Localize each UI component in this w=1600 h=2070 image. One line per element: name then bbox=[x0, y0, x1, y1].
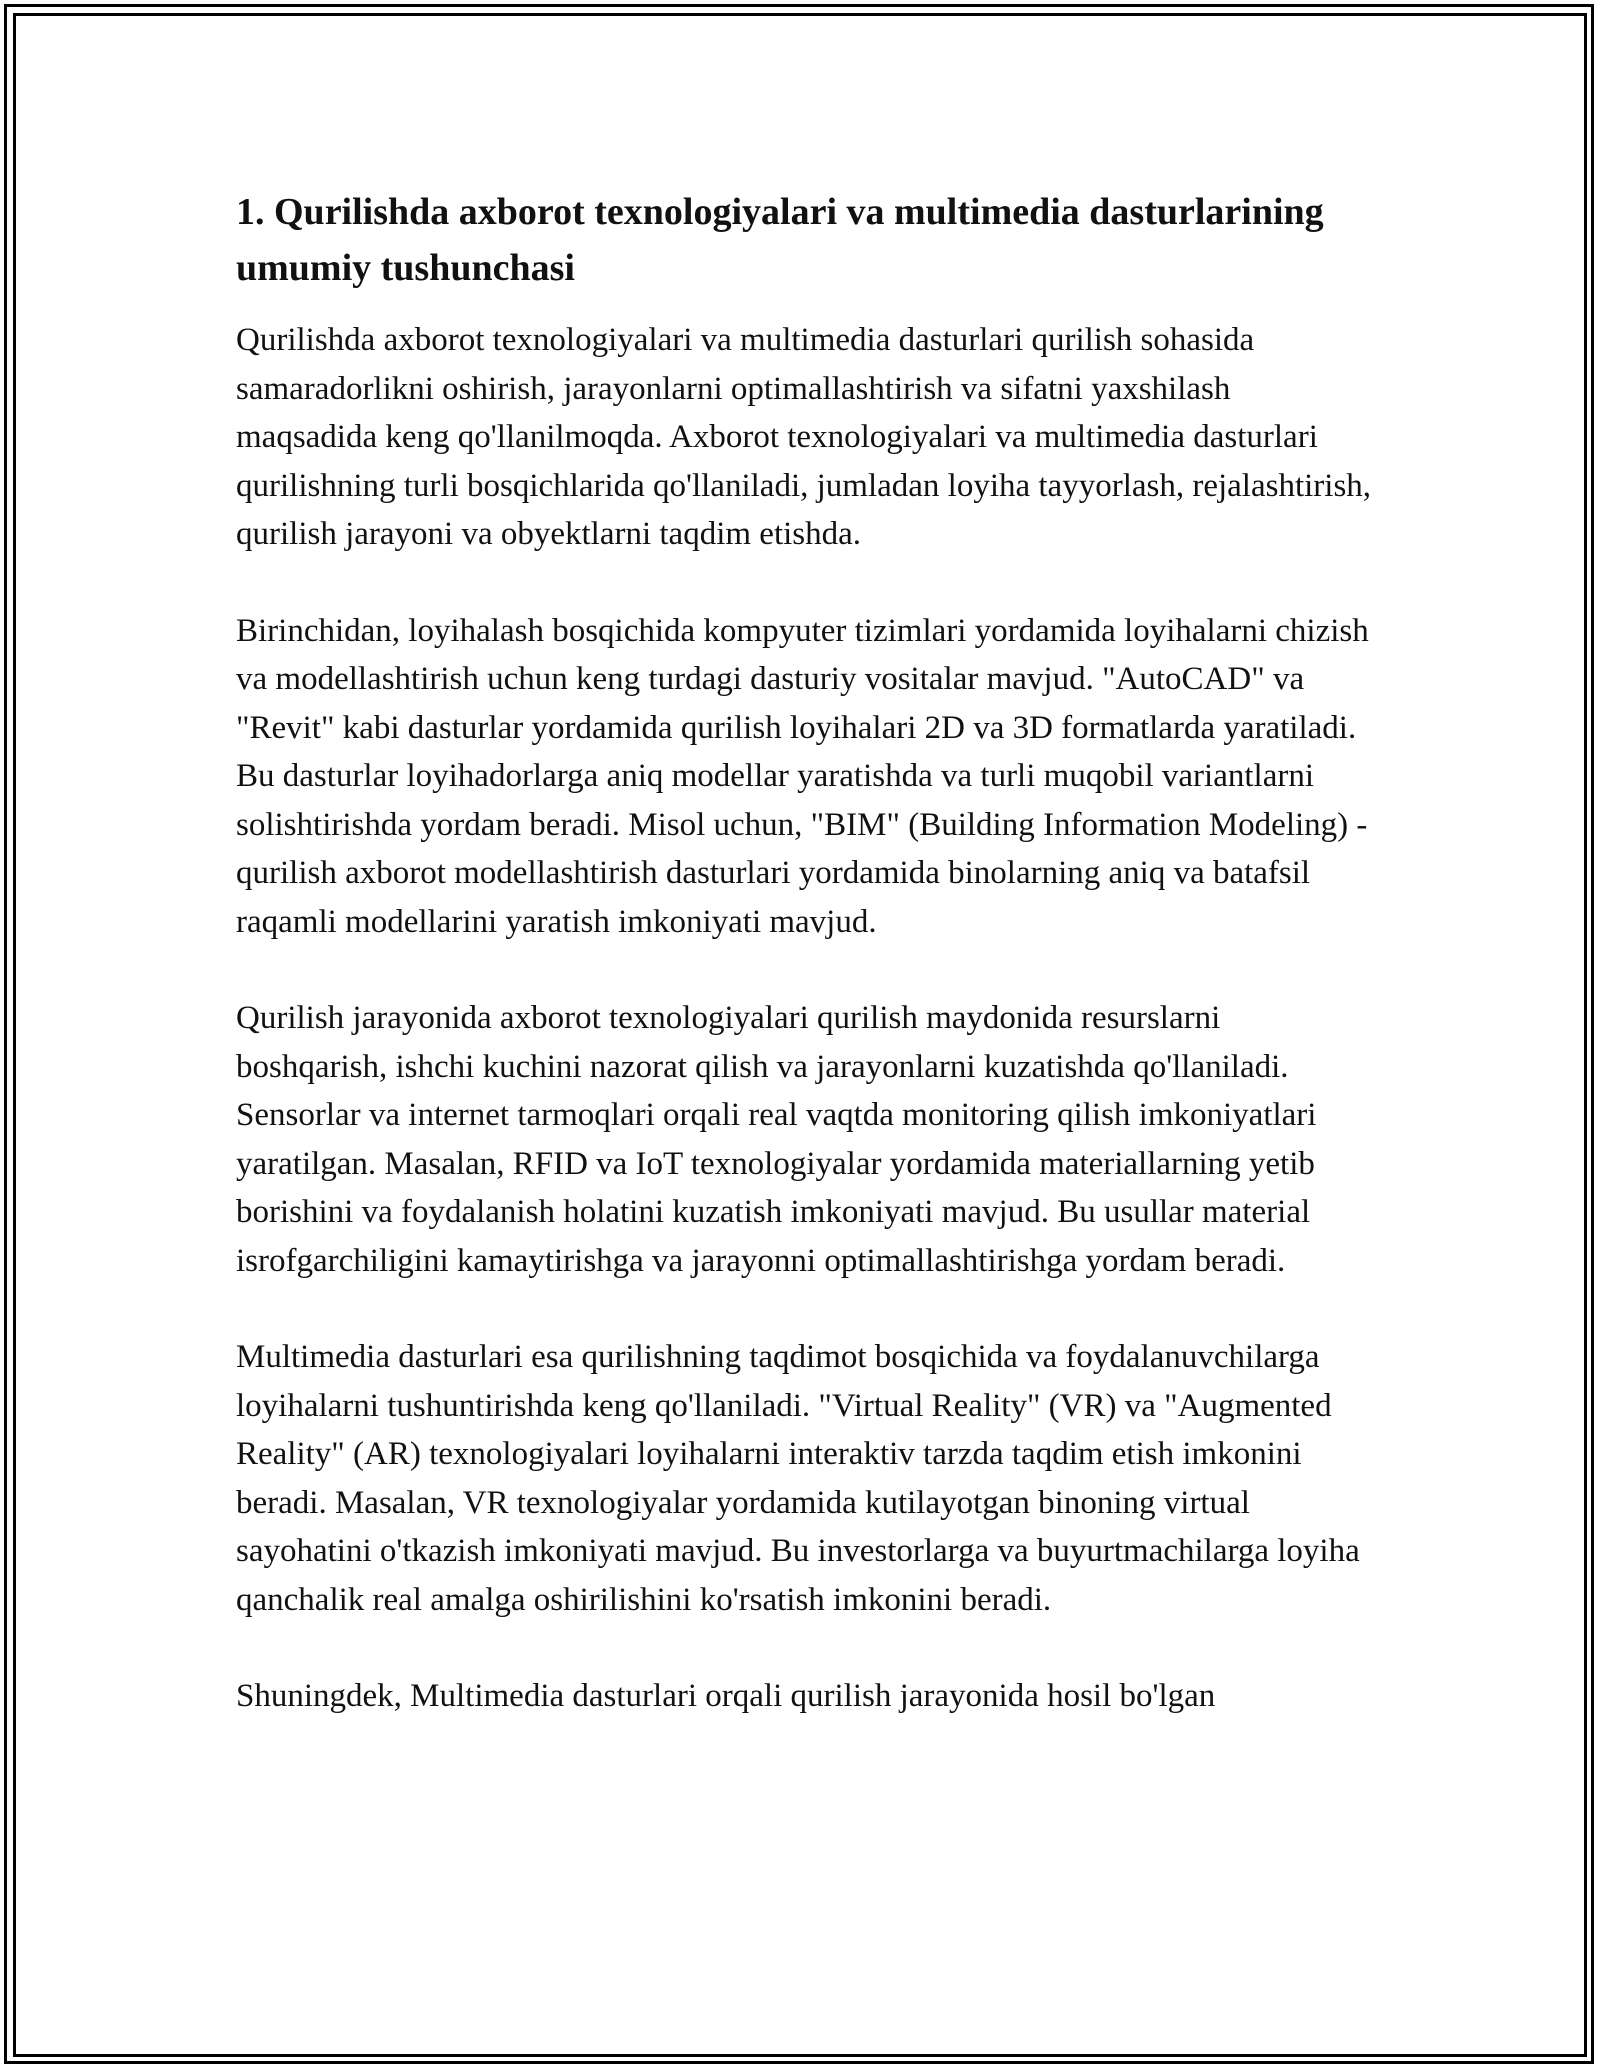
paragraph-design-stage: Birinchidan, loyihalash bosqichida kompyuter tizimlari yordamida loyihalarni chizish va modellashtirish uchun keng turdagi dasturiy vositalar mavjud. "AutoCAD" va "Revit" kabi dasturlar yordamida qurilish loyihalari 2D va 3D formatlarda yaratiladi. Bu dasturlar loyihadorlarga aniq modellar yaratishda va turli muqobil variantlarni solishtirishda yordam beradi. Misol uchun, "BIM" (Building Information Modeling) - qurilish axborot modellashtirish dasturlari yordamida binolarning aniq va batafsil raqamli modellarini yaratish imkoniyati mavjud. bbox=[236, 612, 1369, 940]
section-heading: 1. Qurilishda axborot texnologiyalari va multimedia dasturlarining umumiy tushunchasi bbox=[236, 191, 1324, 289]
paragraph-multimedia-presentation: Multimedia dasturlari esa qurilishning taqdimot bosqichida va foydalanuvchilarga loyihalarni tushuntirishda keng qo'llaniladi. "Virtual Reality" (VR) va "Augmented Reality" (AR) texnologiyalari loyihalarni interaktiv tarzda taqdim etish imkonini beradi. Masalan, VR texnologiyalar yordamida kutilayotgan binoning virtual sayohatini o'tkazish imkoniyati mavjud. Bu investorlarga va buyurtmachilarga loyiha qanchalik real amalga oshirilishini ko'rsatish imkonini beradi. bbox=[236, 1339, 1360, 1618]
document-body bbox=[236, 184, 1376, 1769]
paragraph-continued: Shuningdek, Multimedia dasturlari orqali qurilish jarayonida hosil bo'lgan bbox=[236, 1678, 1216, 1714]
paragraph-intro: Qurilishda axborot texnologiyalari va multimedia dasturlari qurilish sohasida samaradorlikni oshirish, jarayonlarni optimallashtirish va sifatni yaxshilash maqsadida keng qo'llanilmoqda. Axborot texnologiyalari va multimedia dasturlari qurilishning turli bosqichlarida qo'llaniladi, jumladan loyiha tayyorlash, rejalashtirish, qurilish jarayoni va obyektlarni taqdim etishda. bbox=[236, 322, 1372, 552]
paragraph-construction-process: Qurilish jarayonida axborot texnologiyalari qurilish maydonida resurslarni boshqarish, ishchi kuchini nazorat qilish va jarayonlarni kuzatishda qo'llaniladi. Sensorlar va internet tarmoqlari orqali real vaqtda monitoring qilish imkoniyatlari yaratilgan. Masalan, RFID va IoT texnologiyalar yordamida materiallarning yetib borishini va foydalanish holatini kuzatish imkoniyati mavjud. Bu usullar material isrofgarchiligini kamaytirishga va jarayonni optimallashtirishga yordam beradi. bbox=[236, 1000, 1317, 1279]
